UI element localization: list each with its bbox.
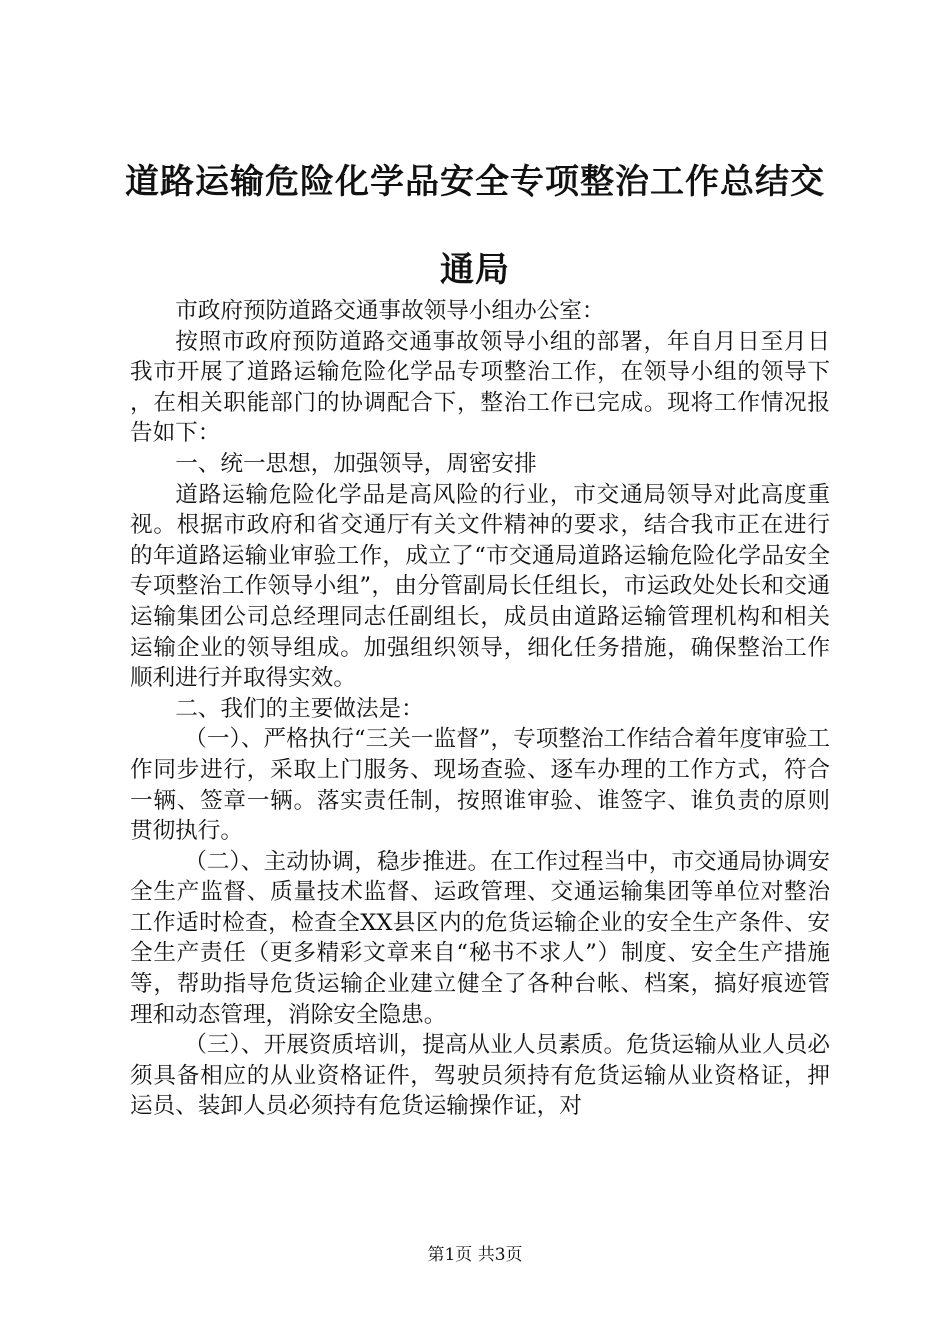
body-paragraph: 按照市政府预防道路交通事故领导小组的部署，年自月日至月日我市开展了道路运输危险化学品专项整治工作，在领导小组的领导下，在相关职能部门的协调配合下，整治工作已完成。现将工作情况报告如下： (130, 328, 830, 447)
body-paragraph: 道路运输危险化学品是高风险的行业，市交通局领导对此高度重视。根据市政府和省交通厅有关文件精神的要求，结合我市正在进行的年道路运输业审验工作，成立了“市交通局道路运输危险化学品安全专项整治工作领导小组”，由分管副局长任组长，市运政处处长和交通运输集团公司总经理同志任副组长，成员由道路运输管理机构和相关运输企业的领导组成。加强组织领导，细化任务措施，确保整治工作顺利进行并取得实效。 (130, 481, 830, 692)
body-paragraph: （三）、开展资质培训，提高从业人员素质。危货运输从业人员必须具备相应的从业资格证件，驾驶员须持有危货运输从业资格证，押运员、装卸人员必须持有危货运输操作证，对 (130, 1032, 830, 1120)
section-heading: 一、统一思想，加强领导，周密安排 (175, 450, 537, 477)
page-footer: 第1页 共3页 (427, 1245, 523, 1265)
document-title-line-1: 道路运输危险化学品安全专项整治工作总结交 (125, 162, 825, 202)
document-body (130, 296, 830, 1122)
body-paragraph: （一）、严格执行“三关一监督”，专项整治工作结合着年度审验工作同步进行，采取上门服务、现场查验、逐车办理的工作方式，符合一辆、签章一辆。落实责任制，按照谁审验、谁签字、谁负责的原则贯彻执行。 (130, 726, 830, 845)
document-title-line-2: 通局 (440, 250, 510, 290)
section-heading: 二、我们的主要做法是： (175, 695, 424, 722)
body-paragraph: （二）、主动协调，稳步推进。在工作过程当中，市交通局协调安全生产监督、质量技术监督、运政管理、交通运输集团等单位对整治工作适时检查，检查全XX县区内的危货运输企业的安全生产条件、安全生产责任（更多精彩文章来自“秘书不求人”）制度、安全生产措施等，帮助指导危货运输企业建立健全了各种台帐、档案，搞好痕迹管理和动态管理，消除安全隐患。 (130, 848, 830, 1028)
salutation: 市政府预防道路交通事故领导小组办公室： (175, 298, 605, 324)
